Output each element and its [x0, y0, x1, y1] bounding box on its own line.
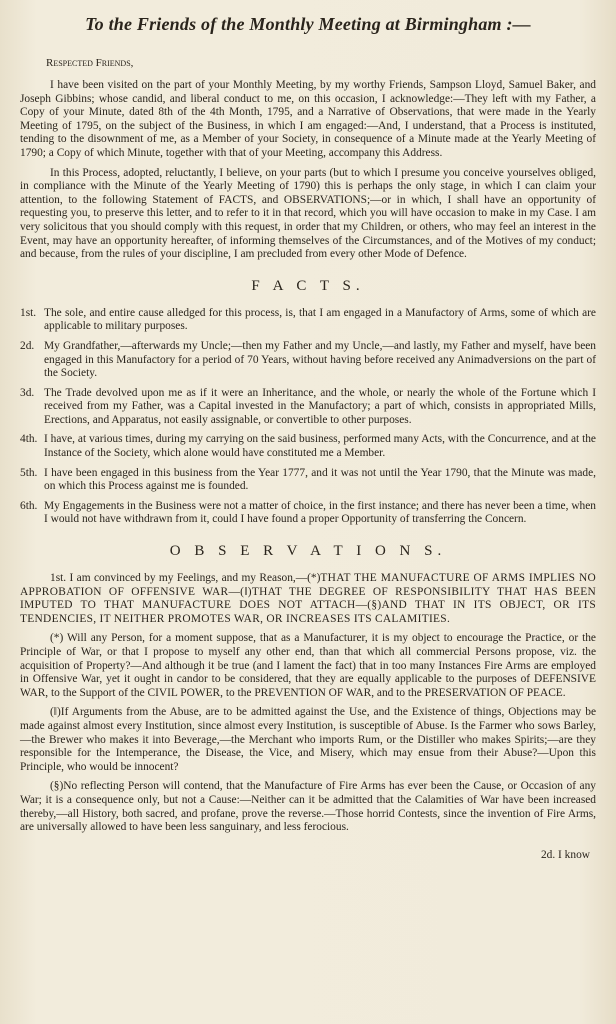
fact-number: 5th. [20, 466, 38, 479]
fact-number: 4th. [20, 433, 38, 446]
fact-number: 6th. [20, 499, 38, 512]
observation-first [20, 572, 596, 626]
observation-note-1: (*) Will any Person, for a moment suppose, that as a Manufacturer, it is my object to encourage the Practice, or the Principle of War, or that I propose to myself any other end, than that which all commercial Persons propose, viz. the acquisition of Property?—And although it be true (and I lament the fact) that in too many Instances Fire Arms are employed in Offensive War, yet it ought in candor to be considered, that they are equally applicable to the purposes of DEFENSIVE WAR, to the Support of the CIVIL POWER, to the PREVENTION OF WAR, and to the PRESERVATION OF PEACE. [20, 632, 596, 699]
intro-paragraph-1: I have been visited on the part of your Monthly Meeting, by my worthy Friends, Sampson Lloyd, Samuel Baker, and Joseph Gibbins; whose candid, and liberal conduct to me, on this occasion, I acknowledge:—They left with my Father, a Copy of your Minute, dated 8th of the 4th Month, 1795, and a Narrative of Observations, that were made in the Yearly Meeting of 1795, on the subject of the Business, in which I am engaged:—And, I understand, that a Process is instituted, tending to the disownment of me, as a Member of your Society, in consequence of a Minute made at the Yearly Meeting of 1790; a Copy of which Minute, together with that of your Meeting, accompany this Address. [20, 79, 596, 159]
fact-text: The Trade devolved upon me as if it were an Inheritance, and the whole, or nearly the whole of the Fortune which I received from my Father, was a Capital invested in the Manufactory; a part of which, consists in appropriated Mills, Erections, and Apparatus, not easily assignable, or convertible to other purposes. [44, 386, 596, 426]
fact-number: 3d. [20, 386, 35, 399]
fact-text: The sole, and entire cause alledged for this process, is, that I am engaged in a Manufactory of Arms, some of which are applicable to military purposes. [44, 306, 596, 333]
salutation: Respected Friends, [46, 57, 134, 69]
fact-number: 2d. [20, 339, 35, 352]
fact-text: My Grandfather,—afterwards my Uncle;—then my Father and my Uncle,—and lastly, my Father and myself, have been engaged in this Manufactory for a period of 70 Years, without having before received any Animadversions on the part of the Society. [44, 339, 596, 380]
fact-text: I have been engaged in this business from the Year 1777, and it was not until the Year 1790, that the Minute was made, on which this Process against me is founded. [44, 466, 596, 493]
observations-title: O B S E R V A T I O N S. [169, 543, 447, 560]
fact-item [20, 387, 596, 428]
observation-lead: 1st. I am convinced by my Feelings, and my Reason,—(*) [50, 572, 321, 585]
fact-item [20, 467, 596, 494]
fact-text: My Engagements in the Business were not a matter of choice, in the first instance; and there has never been a time, when I would not have withdrawn from it, could I have found a proper Opportunity of transferring the Concern. [44, 499, 596, 526]
observation-caps: THAT THE MANUFACTURE OF ARMS IMPLIES NO APPROBATION OF OFFENSIVE WAR—(‖)THAT THE DEGREE OF RESPONSIBILITY THAT HAS BEEN IMPUTED TO THAT MANUFACTURE DOES NOT ATTACH—(§)AND THAT IN ITS OBJECT, OR ITS TENDENCIES, IT NEITHER PROMOTES WAR, OR INCREASES ITS CALAMITIES. [20, 572, 596, 625]
observation-note-3: (§)No reflecting Person will contend, that the Manufacture of Fire Arms has ever been the Cause, or Occasion of any War; it is a consequence only, but not a Cause:—Neither can it be admitted that the Calamities of War have been increased thereby,—all History, both sacred, and profane, prove the reverse.—Those horrid Contests, since the invention of Fire Arms, are universally allowed to have been less sanguinary, and less ferocious. [20, 780, 596, 834]
fact-text: I have, at various times, during my carrying on the said business, performed many Acts, with the Concurrence, and at the Instance of the Society, which alone would have constituted me a Member. [44, 433, 596, 460]
facts-title: F A C T S. [251, 277, 365, 294]
letter-heading: To the Friends of the Monthly Meeting at Birmingham :— [85, 14, 531, 34]
catchword: 2d. I know [540, 848, 590, 861]
fact-item [20, 307, 596, 334]
fact-item [20, 500, 596, 527]
intro-paragraph-2: In this Process, adopted, reluctantly, I believe, on your parts (but to which I presume you conceive yourselves obliged, in compliance with the Minute of the Yearly Meeting of 1790) this is perhaps the only stage, in which I can claim your attention, to the following Statement of FACTS, and OBSERVATIONS;—or in which, I shall have an opportunity of requesting you, to preserve this letter, and to refer to it in that record, which you will have occasion to make in my Case. I am very solicitous that you should comply with this request, in order that my Children, or others, who may feel an interest in the Event, may have an opportunity hereafter, of informing themselves of the Circumstances, and of the Motives of my conduct; and because, from the rules of your discipline, I am precluded from every other Mode of Defence. [20, 166, 596, 261]
observation-note-2: (‖)If Arguments from the Abuse, are to be admitted against the Use, and the Existence of things, Objections may be made against almost every Institution, since almost every Institution, is susceptible of Abuse. Is the Farmer who sows Barley,—the Brewer who makes it into Beverage,—the Merchant who imports Rum, or the Distiller who makes Spirits;—are they responsible for the Intemperance, the Disease, the Vice, and Misery, which may ensue from their Abuse?—Upon this Principle, who would be innocent? [20, 706, 596, 773]
fact-item [20, 433, 596, 460]
facts-list [20, 307, 596, 527]
fact-item [20, 340, 596, 381]
fact-number: 1st. [20, 306, 37, 319]
